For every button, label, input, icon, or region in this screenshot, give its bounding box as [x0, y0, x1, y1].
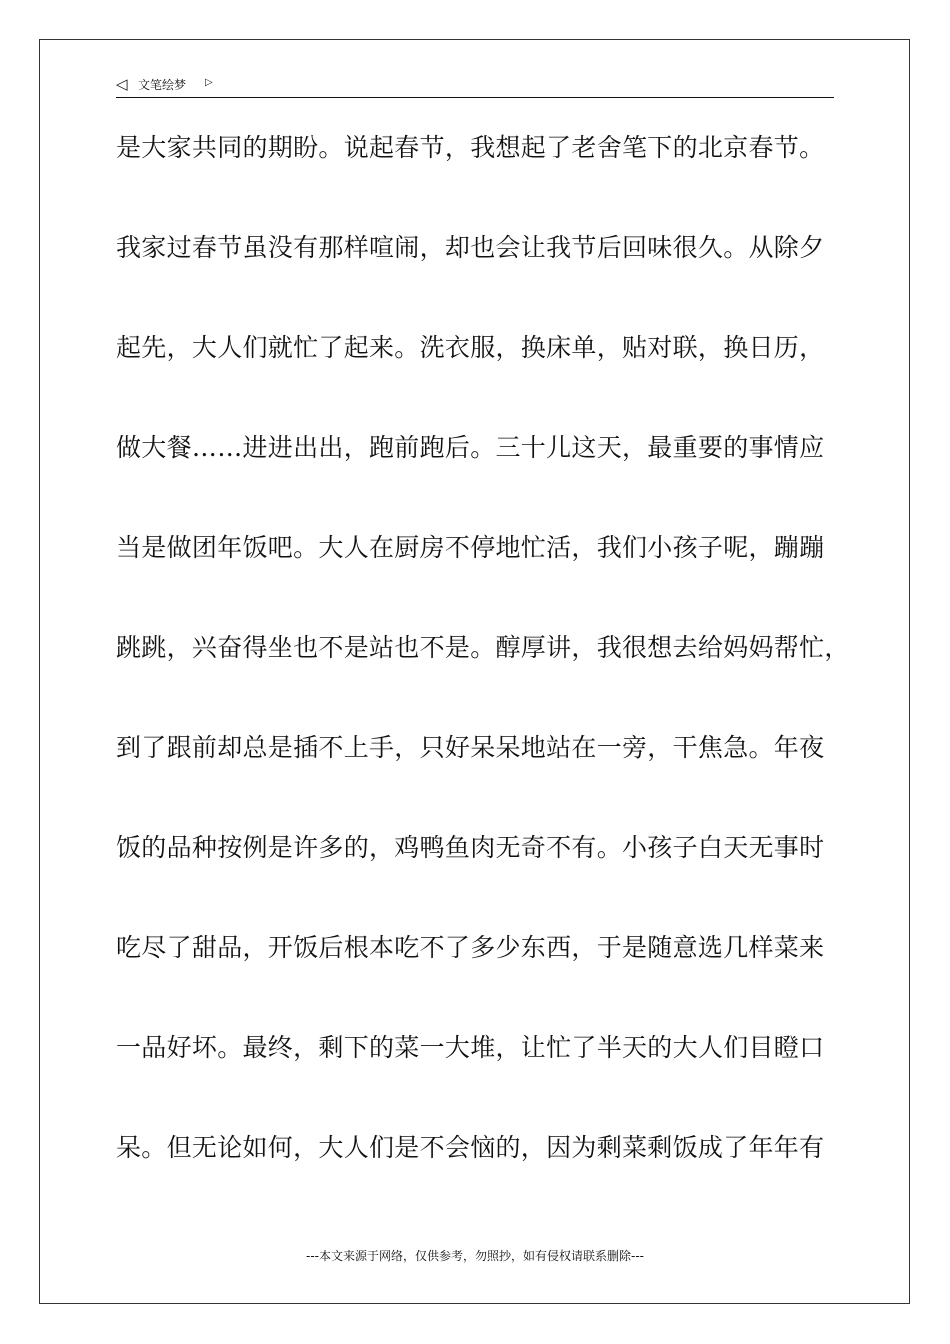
triangle-right-icon: ▷ [205, 77, 213, 88]
text-line: 到了跟前却总是插不上手，只好呆呆地站在一旁，干焦急。年夜 [116, 733, 825, 762]
header-title: 文笔绘梦 [138, 78, 187, 92]
text-line: 当是做团年饭吧。大人在厨房不停地忙活，我们小孩子呢，蹦蹦 [116, 533, 825, 562]
document-body [116, 125, 856, 1225]
text-line: 起先，大人们就忙了起来。洗衣服，换床单，贴对联，换日历， [116, 333, 825, 362]
text-line: 吃尽了甜品，开饭后根本吃不了多少东西，于是随意选几样菜来 [116, 933, 825, 962]
page-header [116, 72, 834, 98]
text-line: 呆。但无论如何，大人们是不会恼的，因为剩菜剩饭成了年年有 [116, 1133, 825, 1162]
footer-disclaimer: ---本文来源于网络，仅供参考，勿照抄，如有侵权请联系删除--- [306, 1249, 644, 1263]
text-line: 饭的品种按例是许多的，鸡鸭鱼肉无奇不有。小孩子白天无事时 [116, 833, 825, 862]
text-line: 我家过春节虽没有那样喧闹，却也会让我节后回味很久。从除夕 [116, 233, 825, 262]
triangle-left-icon: ◁ [116, 75, 128, 93]
text-line: 跳跳，兴奋得坐也不是站也不是。醇厚讲，我很想去给妈妈帮忙， [116, 633, 850, 662]
text-line: 是大家共同的期盼。说起春节，我想起了老舍笔下的北京春节。 [116, 133, 825, 162]
text-line: 做大餐……进进出出，跑前跑后。三十儿这天，最重要的事情应 [116, 433, 825, 462]
text-line: 一品好坏。最终，剩下的菜一大堆，让忙了半天的大人们目瞪口 [116, 1033, 825, 1062]
